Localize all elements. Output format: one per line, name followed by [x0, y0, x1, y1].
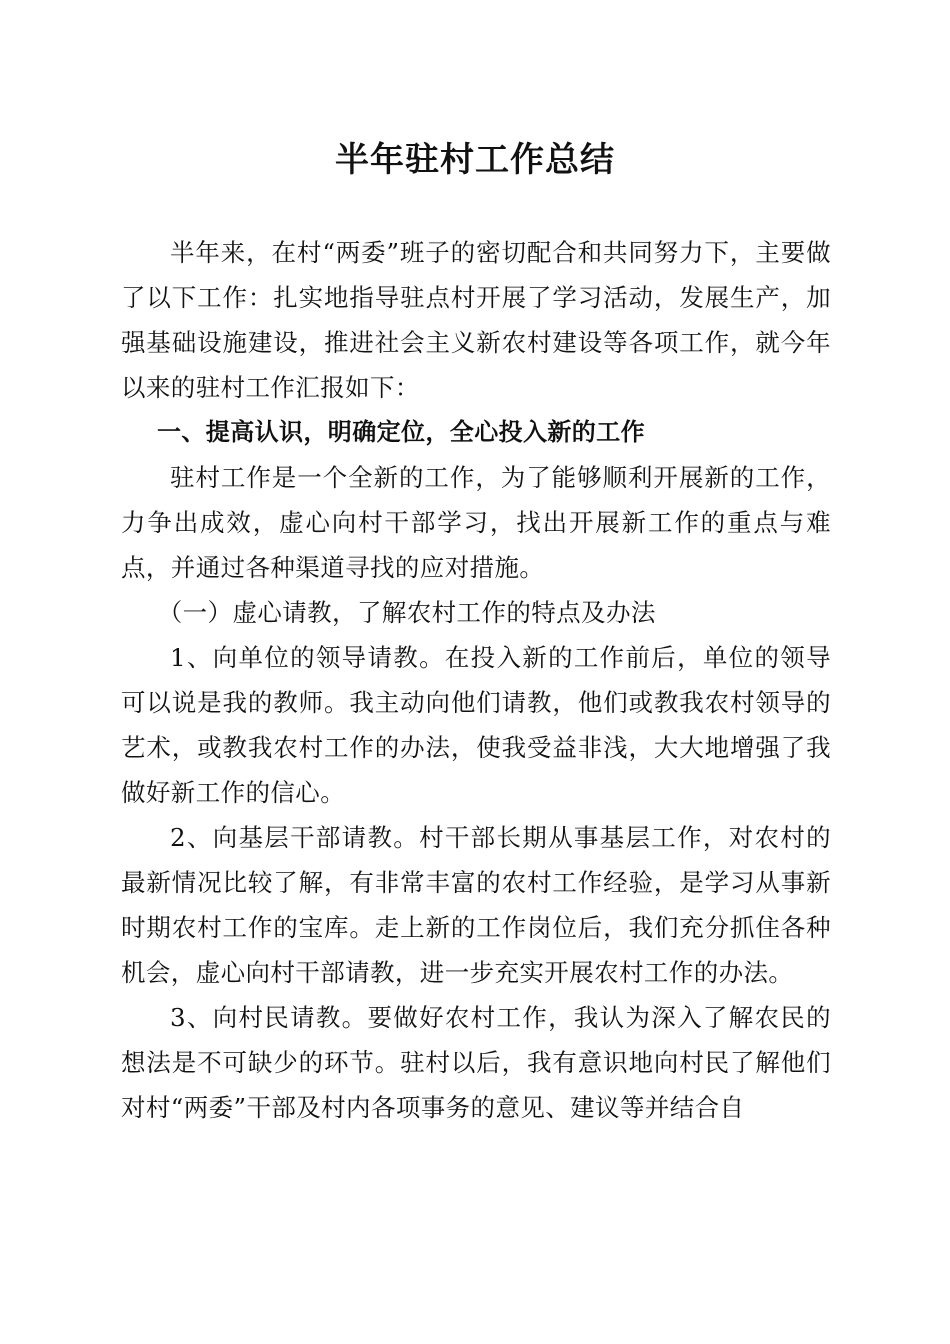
intro-paragraph: 半年来，在村“两委”班子的密切配合和共同努力下，主要做了以下工作：扎实地指导驻点村开展了学习活动，发展生产，加强基础设施建设，推进社会主义新农村建设等各项工作，就今年以来的驻村工作汇报如下： — [121, 238, 831, 402]
list-item: 3、向村民请教。要做好农村工作，我认为深入了解农民的想法是不可缺少的环节。驻村以后，我有意识地向村民了解他们对村“两委”干部及村内各项事务的意见、建议等并结合自 — [121, 1003, 831, 1122]
list-item: 2、向基层干部请教。村干部长期从事基层工作，对农村的最新情况比较了解，有非常丰富的农村工作经验，是学习从事新时期农村工作的宝库。走上新的工作岗位后，我们充分抓住各种机会，虚心向村干部请教，进一步充实开展农村工作的办法。 — [121, 823, 831, 987]
body-text — [121, 230, 831, 1130]
subsection-heading: （一）虚心请教，了解农村工作的特点及办法 — [157, 598, 656, 627]
section-heading: 一、提高认识，明确定位，全心投入新的工作 — [157, 418, 645, 446]
list-item: 1、向单位的领导请教。在投入新的工作前后，单位的领导可以说是我的教师。我主动向他们请教，他们或教我农村领导的艺术，或教我农村工作的办法，使我受益非浅，大大地增强了我做好新工作的信心。 — [121, 643, 831, 807]
page-title: 半年驻村工作总结 — [335, 140, 615, 180]
section-paragraph: 驻村工作是一个全新的工作，为了能够顺利开展新的工作，力争出成效，虚心向村干部学习，找出开展新工作的重点与难点，并通过各种渠道寻找的应对措施。 — [121, 463, 831, 582]
